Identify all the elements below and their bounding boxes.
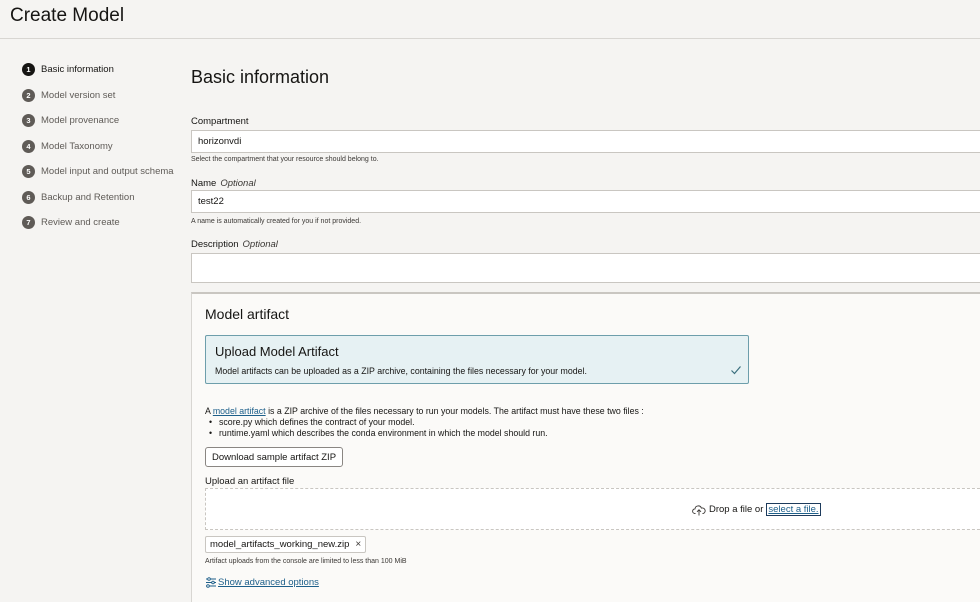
description-textarea[interactable] <box>191 253 980 283</box>
step-number: 2 <box>22 89 35 102</box>
compartment-select[interactable]: horizonvdi <box>191 130 980 153</box>
upload-artifact-label: Upload an artifact file <box>205 476 295 487</box>
name-label-text: Name <box>191 178 217 189</box>
step-label: Model provenance <box>41 115 120 127</box>
step-label: Review and create <box>41 217 120 229</box>
model-artifact-link[interactable]: model artifact <box>212 406 266 416</box>
step-review-create[interactable] <box>22 210 187 236</box>
compartment-help: Select the compartment that your resource should belong to. <box>191 156 379 163</box>
step-number: 7 <box>22 216 35 229</box>
drop-text-label: Drop a file or <box>709 504 764 515</box>
optional-tag: Optional <box>220 178 256 189</box>
step-model-taxonomy[interactable] <box>22 134 187 160</box>
step-number: 4 <box>22 140 35 153</box>
step-label: Model Taxonomy <box>41 140 113 152</box>
option-description: Model artifacts can be uploaded as a ZIP archive, containing the files necessary for your model. <box>215 366 587 376</box>
step-basic-information[interactable] <box>22 57 187 83</box>
step-number: 6 <box>22 191 35 204</box>
download-sample-button[interactable]: Download sample artifact ZIP <box>205 447 343 467</box>
name-input[interactable]: test22 <box>191 190 980 213</box>
step-number: 3 <box>22 114 35 127</box>
file-dropzone[interactable] <box>205 488 980 530</box>
step-model-provenance[interactable] <box>22 108 187 134</box>
step-label: Model version set <box>41 89 116 101</box>
step-model-schema[interactable] <box>22 159 187 185</box>
dropzone-text <box>692 503 821 516</box>
option-title: Upload Model Artifact <box>215 344 339 359</box>
name-help: A name is automatically created for you if not provided. <box>191 218 362 225</box>
upload-limit-note: Artifact uploads from the console are limited to less than 100 MiB <box>205 558 407 565</box>
required-files-list <box>205 417 644 439</box>
description-label <box>191 239 278 250</box>
step-backup-retention[interactable] <box>22 185 187 211</box>
step-model-version-set[interactable] <box>22 83 187 109</box>
step-number: 5 <box>22 165 35 178</box>
list-item: • runtime.yaml which describes the conda environment in which the model should run. <box>215 428 644 439</box>
description-label-text: Description <box>191 239 239 250</box>
step-number: 1 <box>22 63 35 76</box>
model-artifact-title: Model artifact <box>205 306 290 322</box>
optional-tag: Optional <box>242 239 278 250</box>
name-label <box>191 178 256 189</box>
step-label: Basic information <box>41 64 114 76</box>
uploaded-file-chip <box>205 536 366 553</box>
upload-artifact-option-card[interactable] <box>205 335 749 384</box>
show-advanced-options[interactable] <box>205 577 319 588</box>
file-name: model_artifacts_working_new.zip <box>210 539 350 550</box>
desc-suffix: is a ZIP archive of the files necessary to run your models. The artifact must have these two files : <box>265 406 644 416</box>
desc-prefix: A <box>205 406 213 416</box>
wizard-steps <box>22 57 187 236</box>
list-item: • score.py which defines the contract of your model. <box>215 417 644 428</box>
compartment-label: Compartment <box>191 116 249 127</box>
artifact-description <box>205 406 644 439</box>
step-label: Model input and output schema <box>41 166 174 178</box>
section-title: Basic information <box>191 67 330 87</box>
select-file-link[interactable]: select a file. <box>768 504 819 515</box>
page-title: Create Model <box>10 5 125 26</box>
close-icon[interactable]: × <box>355 539 362 550</box>
page-header <box>0 0 980 39</box>
sliders-icon <box>205 577 217 588</box>
advanced-options-link[interactable]: Show advanced options <box>218 577 319 588</box>
step-label: Backup and Retention <box>41 191 135 203</box>
checkmark-icon <box>730 364 742 376</box>
upload-cloud-icon <box>692 504 706 516</box>
